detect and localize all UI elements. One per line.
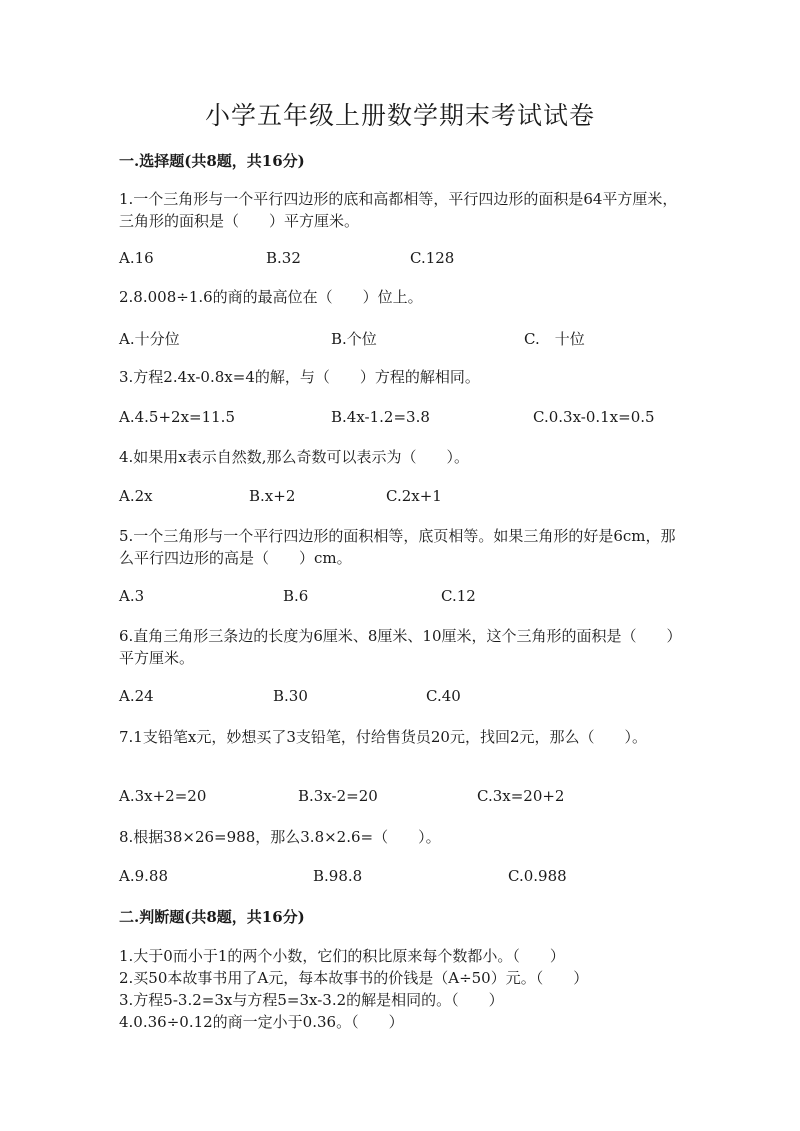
option-b: B.3x-2=20 [298,787,378,805]
question-4: 4.如果用x表示自然数,那么奇数可以表示为（ ）。 [119,448,470,466]
question-5: 5.一个三角形与一个平行四边形的面积相等，底页相等。如果三角形的好是6cm，那么平行四边形的高是（ ）cm。 [119,527,676,567]
question-2: 2.8.008÷1.6的商的最高位在（ ）位上。 [119,288,423,306]
option-b: B.x+2 [249,487,296,505]
option-a: A.4.5+2x=11.5 [119,408,235,426]
option-c: C.0.3x-0.1x=0.5 [533,408,655,426]
options-7 [119,787,689,809]
page-title: 小学五年级上册数学期末考试试卷 [204,101,595,130]
option-b: B.6 [283,587,309,605]
options-5 [119,587,689,609]
options-2 [119,328,689,350]
option-a: A.3x+2=20 [119,787,207,805]
judgment-item-1: 1.大于0而小于1的两个小数，它们的积比原来每个数都小。（ ） [119,947,565,965]
option-a: A.9.88 [119,867,168,885]
option-b: B.4x-1.2=3.8 [331,408,430,426]
options-4 [119,487,689,509]
question-7: 7.1支铅笔x元，妙想买了3支铅笔，付给售货员20元，找回2元，那么（ ）。 [119,728,647,746]
options-8 [119,867,689,889]
option-b: B.32 [266,249,301,267]
judgment-item-3: 3.方程5-3.2=3x与方程5=3x-3.2的解是相同的。（ ） [119,991,504,1009]
option-c: C.40 [426,687,461,705]
question-8: 8.根据38×26=988，那么3.8×2.6=（ ）。 [119,828,441,846]
options-6 [119,687,689,709]
option-c: C.12 [441,587,476,605]
option-c: C.0.988 [508,867,567,885]
option-c: C.2x+1 [386,487,442,505]
option-c: C.3x=20+2 [477,787,565,805]
options-3 [119,408,689,430]
options-1 [119,249,689,271]
option-c: C.128 [410,249,455,267]
question-1: 1.一个三角形与一个平行四边形的底和高都相等，平行四边形的面积是64平方厘米，三角形的面积是（ ）平方厘米。 [119,190,678,230]
option-c: C. 十位 [524,330,585,348]
option-a: A.十分位 [119,330,180,348]
option-a: A.16 [119,249,154,267]
judgment-item-4: 4.0.36÷0.12的商一定小于0.36。（ ） [119,1013,404,1031]
option-a: A.24 [119,687,154,705]
option-a: A.3 [119,587,145,605]
judgment-item-2: 2.买50本故事书用了A元，每本故事书的价钱是（A÷50）元。（ ） [119,969,589,987]
option-a: A.2x [119,487,153,505]
section-heading-judgment: 二.判断题(共8题，共16分) [119,908,305,926]
option-b: B.98.8 [313,867,363,885]
question-3: 3.方程2.4x-0.8x=4的解，与（ ）方程的解相同。 [119,368,480,386]
section-heading-choice: 一.选择题(共8题，共16分) [119,152,305,170]
option-b: B.30 [273,687,308,705]
question-6: 6.直角三角形三条边的长度为6厘米、8厘米、10厘米，这个三角形的面积是（ ）平方厘米。 [119,627,682,667]
option-b: B.个位 [331,330,377,348]
